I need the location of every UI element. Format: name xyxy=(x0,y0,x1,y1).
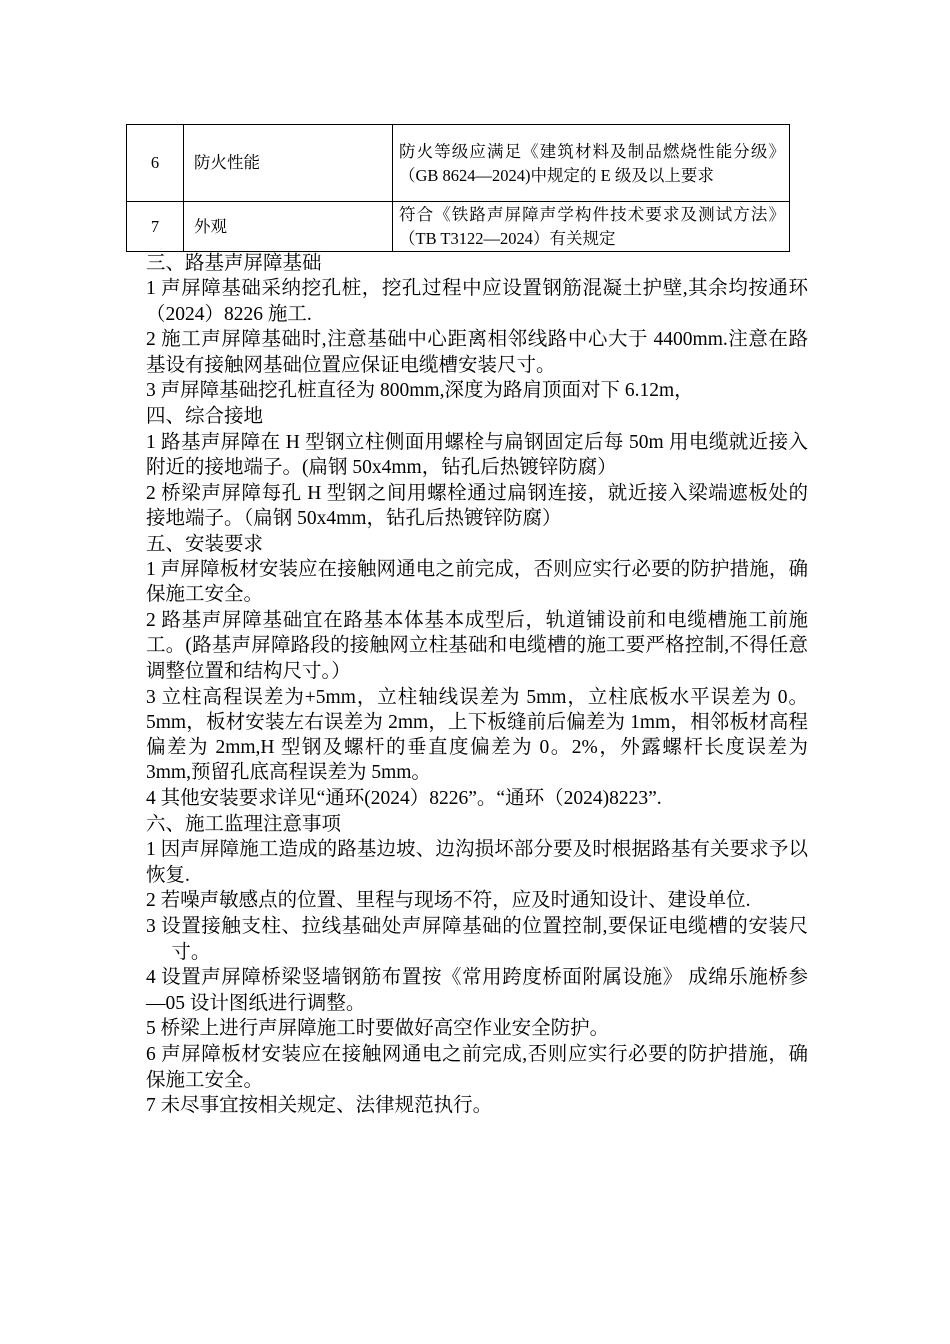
row-requirement: 符合《铁路声屏障声学构件技术要求及测试方法》（TB T3122—2024）有关规定 xyxy=(393,202,790,252)
section-installation xyxy=(146,532,808,812)
row-item: 外观 xyxy=(184,202,393,252)
section-heading: 四、综合接地 xyxy=(146,406,264,428)
paragraph: 3 设置接触支柱、拉线基础处声屏障基础的位置控制,要保证电缆槽的安装尺寸。 xyxy=(146,916,808,963)
paragraph: 3 立柱高程误差为+5mm，立柱轴线误差为 5mm，立柱底板水平误差为 0。5mm，板材安装左右误差为 2mm，上下板缝前后偏差为 1mm，相邻板材高程偏差为 2mm,H 型钢及螺杆的垂直度偏差为 0。2%，外露螺杆长度误差为 3mm,预留孔底高程误差为 5mm。 xyxy=(146,686,808,784)
paragraph: 1 路基声屏障在 H 型钢立柱侧面用螺栓与扁钢固定后每 50m 用电缆就近接入附近的接地端子。(扁钢 50x4mm，钻孔后热镀锌防腐） xyxy=(146,431,808,478)
paragraph: 4 设置声屏障桥梁竖墙钢筋布置按《常用跨度桥面附属设施》 成绵乐施桥参—05 设计图纸进行调整。 xyxy=(146,967,808,1014)
section-supervision xyxy=(146,812,808,1119)
section-grounding xyxy=(146,404,808,531)
paragraph: 2 路基声屏障基础宜在路基本体基本成型后，轨道铺设前和电缆槽施工前施工。(路基声屏障路段的接触网立柱基础和电缆槽的施工要严格控制,不得任意调整位置和结构尺寸。） xyxy=(146,610,808,682)
paragraph: 3 声屏障基础挖孔桩直径为 800mm,深度为路肩顶面对下 6.12m， xyxy=(146,380,694,402)
section-heading: 三、路基声屏障基础 xyxy=(146,253,322,274)
section-subgrade-foundation xyxy=(146,251,808,404)
paragraph: 4 其他安装要求详见“通环(2024）8226”。“通环（2024)8223”. xyxy=(146,788,662,810)
paragraph: 1 声屏障基础采纳挖孔桩，挖孔过程中应设置钢筋混凝土护壁,其余均按通环（2024）8226 施工. xyxy=(146,278,808,325)
section-heading: 六、施工监理注意事项 xyxy=(146,814,342,836)
paragraph: 6 声屏障板材安装应在接触网通电之前完成,否则应实行必要的防护措施，确保施工安全。 xyxy=(146,1044,808,1091)
paragraph: 2 施工声屏障基础时,注意基础中心距离相邻线路中心大于 4400mm.注意在路基设有接触网基础位置应保证电缆槽安装尺寸。 xyxy=(146,329,808,376)
section-heading: 五、安装要求 xyxy=(146,533,264,555)
table-row xyxy=(127,202,790,252)
paragraph: 7 未尽事宜按相关规定、法律规范执行。 xyxy=(146,1095,493,1117)
table-row xyxy=(127,125,790,202)
row-number: 6 xyxy=(127,125,184,202)
row-item: 防火性能 xyxy=(184,125,393,202)
row-number: 7 xyxy=(127,202,184,252)
paragraph: 1 声屏障板材安装应在接触网通电之前完成，否则应实行必要的防护措施，确保施工安全。 xyxy=(146,559,808,606)
document-body xyxy=(146,251,808,1119)
paragraph: 2 若噪声敏感点的位置、里程与现场不符，应及时通知设计、建设单位. xyxy=(146,890,751,912)
paragraph: 1 因声屏障施工造成的路基边坡、边沟损坏部分要及时根据路基有关要求予以恢复. xyxy=(146,839,808,886)
paragraph: 2 桥梁声屏障每孔 H 型钢之间用螺栓通过扁钢连接，就近接入梁端遮板处的接地端子。（扁钢 50x4mm，钻孔后热镀锌防腐） xyxy=(146,482,808,529)
row-requirement: 防火等级应满足《建筑材料及制品燃烧性能分级》（GB 8624—2024)中规定的 E 级及以上要求 xyxy=(393,125,790,202)
spec-table xyxy=(126,124,790,252)
paragraph: 5 桥梁上进行声屏障施工时要做好高空作业安全防护。 xyxy=(146,1018,610,1040)
